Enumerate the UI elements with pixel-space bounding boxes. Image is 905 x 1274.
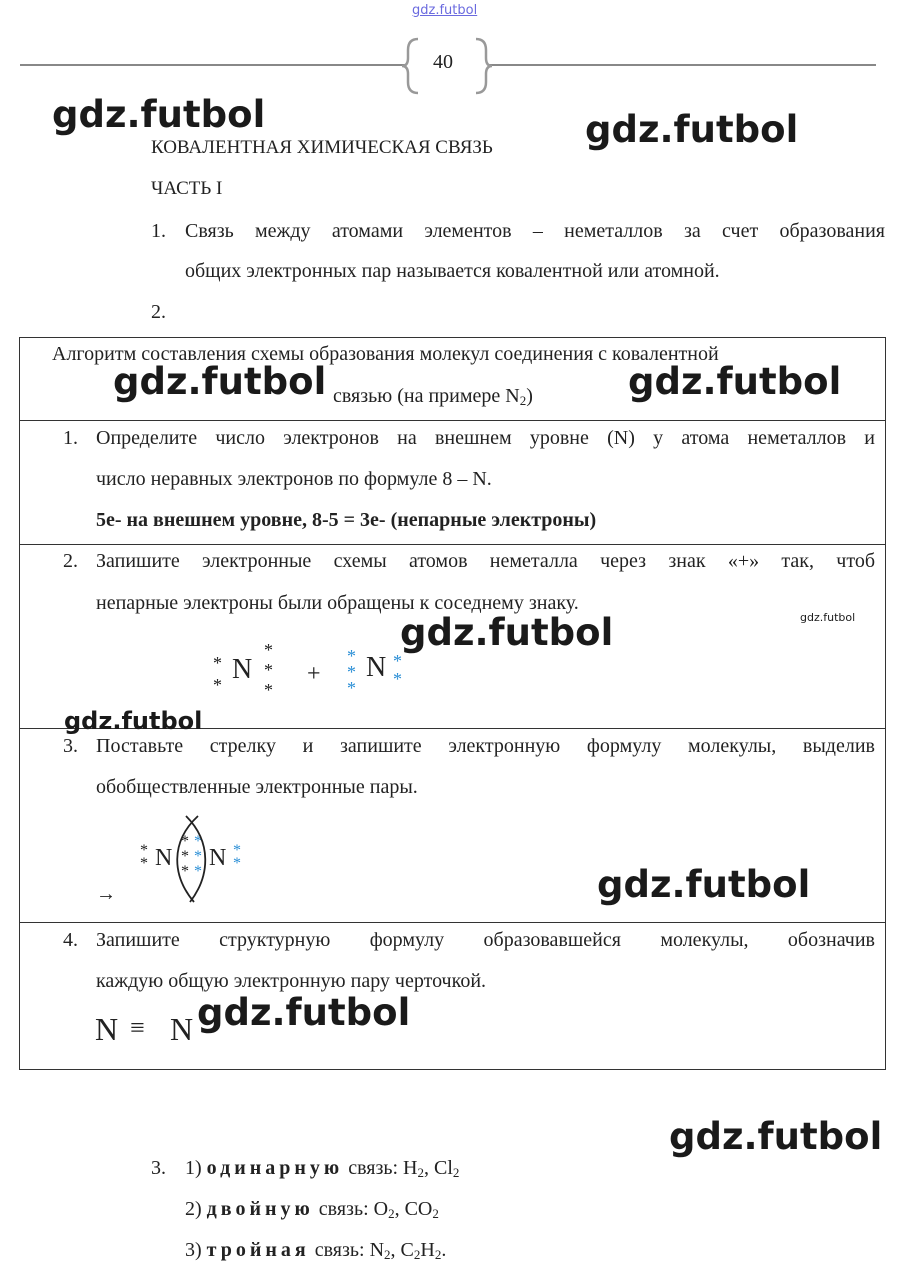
bond-type-row: 1) одинарную связь: $H_2$, $Cl_2$ xyxy=(185,1157,460,1180)
step-text: каждую общую электронную пару черточкой. xyxy=(96,970,487,992)
table-divider xyxy=(20,544,885,545)
electron-dot: * xyxy=(347,678,356,698)
shared-pair-oval-icon xyxy=(168,814,216,904)
structural-formula-atom: N xyxy=(170,1011,194,1047)
watermark-top: gdz.futbol xyxy=(412,3,478,18)
electron-dot: * xyxy=(264,640,273,660)
step-text: непарные электроны были обращены к соседнему знаку. xyxy=(96,592,579,614)
step-text: Поставьте стрелку и запишите электронную формулу молекулы, выделив xyxy=(96,735,875,757)
table-divider xyxy=(20,922,885,923)
electron-dot: * xyxy=(181,863,189,880)
table-header-line: Алгоритм составления схемы образования молекул соединения с ковалентной xyxy=(52,343,719,365)
atom-symbol: N xyxy=(209,845,227,871)
definition-line: общих электронных пар называется ковалентной или атомной. xyxy=(185,260,720,282)
item-number: 1. xyxy=(151,220,166,242)
bond-type-word: двойную xyxy=(206,1198,314,1220)
part-heading: ЧАСТЬ I xyxy=(151,178,223,199)
header-rule-right xyxy=(488,64,876,66)
watermark: gdz.futbol xyxy=(628,360,842,403)
step-answer: 5е- на внешнем уровне, 8-5 = 3е- (непарные электроны) xyxy=(96,509,597,531)
electron-dot: * xyxy=(393,651,402,671)
electron-dot: * xyxy=(194,848,202,865)
electron-dot: * xyxy=(233,842,241,859)
step-number: 3. xyxy=(63,735,78,757)
item-number: 3. xyxy=(151,1157,166,1179)
watermark: gdz.futbol xyxy=(113,360,327,403)
watermark: gdz.futbol xyxy=(197,991,411,1034)
step-text: Запишите структурную формулу образовавшейся молекулы, обозначив xyxy=(96,929,875,951)
electron-dot: * xyxy=(264,680,273,700)
bond-type-row: 3) тройная связь: $N_2$, $C_2H_2$. xyxy=(185,1239,447,1262)
electron-dot: * xyxy=(213,653,222,673)
step-text: обобществленные электронные пары. xyxy=(96,776,418,798)
item-number: 2. xyxy=(151,301,166,323)
watermark: gdz.futbol xyxy=(800,611,856,624)
bond-type-row: 2) двойную связь: $O_2$, $CO_2$ xyxy=(185,1198,439,1221)
plus-sign: + xyxy=(307,661,321,687)
step-text: Определите число электронов на внешнем уровне (N) у атома неметаллов и xyxy=(96,427,875,449)
electron-dot: * xyxy=(181,833,189,850)
watermark: gdz.futbol xyxy=(400,611,614,654)
watermark: gdz.futbol xyxy=(597,863,811,906)
table-divider xyxy=(20,420,885,421)
step-number: 2. xyxy=(63,550,78,572)
electron-dot: * xyxy=(194,863,202,880)
structural-formula-atom: N xyxy=(95,1011,119,1047)
step-text: Запишите электронные схемы атомов неметалла через знак «+» так, чтоб xyxy=(96,550,875,572)
step-text: число неравных электронов по формуле 8 – N. xyxy=(96,468,492,490)
electron-dot: * xyxy=(181,848,189,865)
bond-type-word: одинарную xyxy=(206,1157,344,1179)
page-number: 40 xyxy=(433,51,453,73)
atom-symbol: N xyxy=(155,845,173,871)
atom-symbol: N xyxy=(366,652,387,683)
electron-dot: * xyxy=(140,842,148,859)
header-rule-left xyxy=(20,64,406,66)
arrow: → xyxy=(96,883,116,905)
watermark: gdz.futbol xyxy=(585,108,799,151)
bond-type-word: тройная xyxy=(206,1239,310,1261)
electron-dot: * xyxy=(213,675,222,695)
atom-symbol: N xyxy=(232,654,253,685)
step-number: 1. xyxy=(63,427,78,449)
electron-dot: * xyxy=(194,833,202,850)
electron-dot: * xyxy=(264,660,273,680)
electron-dot: * xyxy=(347,646,356,666)
watermark: gdz.futbol xyxy=(669,1115,883,1158)
electron-dot: * xyxy=(233,855,241,872)
electron-dot: * xyxy=(393,669,402,689)
page-title: КОВАЛЕНТНАЯ ХИМИЧЕСКАЯ СВЯЗЬ xyxy=(151,137,493,158)
definition-line: Связь между атомами элементов – неметаллов за счет образования xyxy=(185,220,885,242)
electron-dot: * xyxy=(347,662,356,682)
step-number: 4. xyxy=(63,929,78,951)
table-header-line: связью (на примере $N_2$) xyxy=(333,385,533,408)
watermark: gdz.futbol xyxy=(64,707,203,735)
electron-dot: * xyxy=(140,855,148,872)
watermark: gdz.futbol xyxy=(52,93,266,136)
triple-bond: ≡ xyxy=(130,1013,145,1042)
